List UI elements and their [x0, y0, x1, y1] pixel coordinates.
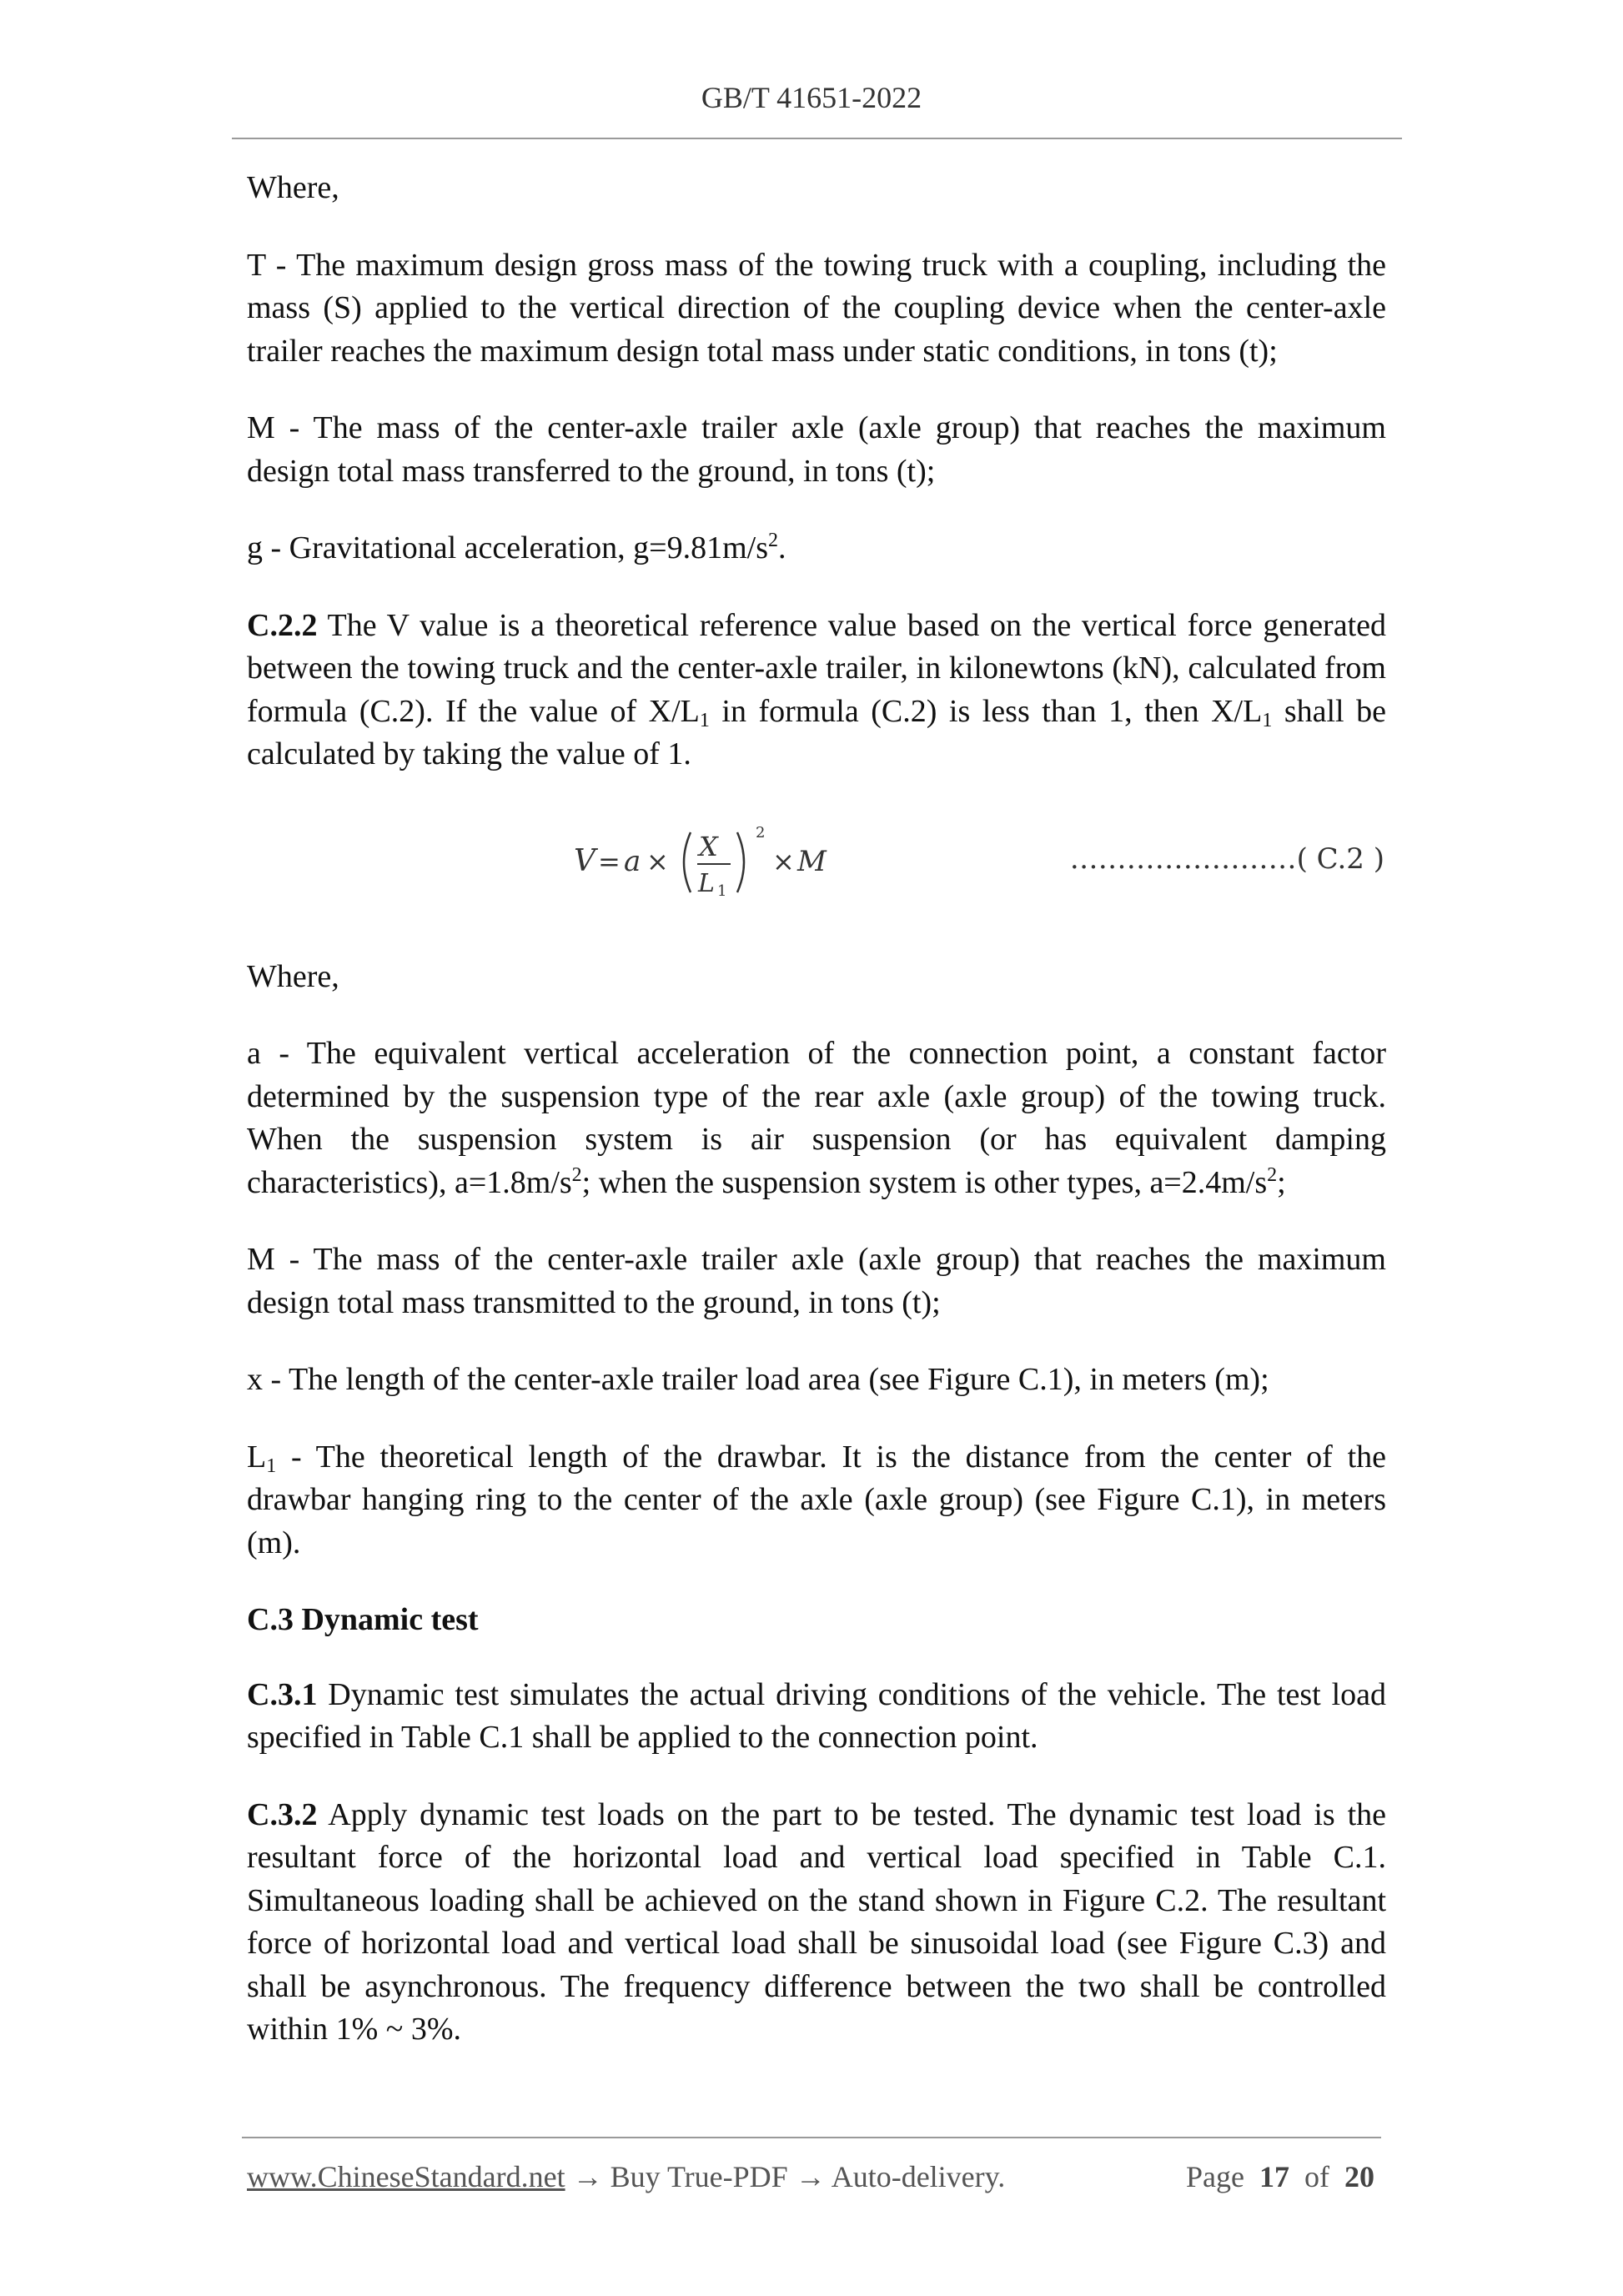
definition-l1-text: - The theoretical length of the drawbar. It is the distance from the center of the drawbar hanging ring to the center of the axle (axle group) (see Figure C.1), in meters (m). [247, 1439, 1386, 1560]
clause-c31 [247, 1674, 1386, 1760]
formula-times-1: × [646, 845, 669, 877]
formula-l: L [698, 868, 715, 898]
definition-a-text-2: ; when the suspension system is other types, a=2.4m/s [581, 1164, 1268, 1200]
clause-c22-text-1: The V value is a theoretical reference value based on the vertical force generated between the towing truck and the center-axle trailer, in kilonewtons (kN), calculated from formula (C.2). If the value of X/L [247, 607, 1386, 729]
clause-c31-text: Dynamic test simulates the actual driving conditions of the vehicle. The test load specified in Table C.1 shall be applied to the connection point. [247, 1676, 1386, 1755]
formula-graphic [574, 811, 874, 927]
formula-a: a [624, 844, 641, 878]
g-text: g - Gravitational acceleration, g=9.81m/s [247, 530, 768, 565]
footer-divider [242, 2137, 1381, 2138]
clause-c31-number: C.3.1 [247, 1676, 318, 1712]
header-divider [232, 138, 1402, 139]
page-of-word: of [1304, 2160, 1329, 2193]
definition-l1 [247, 1436, 1386, 1565]
clause-c32-text: Apply dynamic test loads on the part to be tested. The dynamic test load is the resultant force of the horizontal load and vertical load specified in Table C.1. Simultaneous loading shall be achieved on the stand shown in Figure C.2. The resultant force of horizontal load and vertical load shall be sinusoidal load (see Figure C.3) and shall be asynchronous. The frequency difference between the two shall be controlled within 1% ~ 3%. [247, 1796, 1386, 2047]
clause-c22-sub-1: 1 [699, 709, 710, 731]
formula-x: X [699, 830, 718, 862]
footer-delivery-text: Auto-delivery. [831, 2160, 1006, 2193]
definition-m-1: M - The mass of the center-axle trailer axle (axle group) that reaches the maximum design total mass transferred to the ground, in tons (t); [247, 410, 1386, 489]
clause-c22 [247, 605, 1386, 776]
page-word: Page [1186, 2160, 1244, 2193]
definition-a-sup-1: 2 [571, 1163, 582, 1186]
formula-v: V [574, 843, 595, 878]
clause-c32 [247, 1794, 1386, 2052]
definition-a-text-3: ; [1277, 1164, 1286, 1200]
footer-arrow-2: → [787, 2160, 832, 2193]
formula-l-subscript: 1 [717, 882, 727, 900]
where-label-1: Where, [247, 170, 339, 205]
definition-l1-symbol: L [247, 1439, 267, 1475]
formula-left-paren [684, 832, 691, 892]
definition-t: T - The maximum design gross mass of the towing truck with a coupling, including the mass (S) applied to the vertical direction of the coupling device when the center-axle trailer reaches the maximum design total mass under static conditions, in tons (t); [247, 247, 1386, 369]
formula-number: ……………………( C.2 ) [1069, 842, 1384, 876]
clause-c22-text-3: shall be calculated by taking the value of 1. [247, 693, 1386, 771]
formula-exponent: 2 [756, 823, 766, 842]
definition-a-sup-2: 2 [1267, 1163, 1278, 1186]
footer-links [247, 2159, 1005, 2194]
clause-c22-number: C.2.2 [247, 607, 318, 643]
page-content [247, 167, 1386, 2086]
formula-m: M [797, 844, 827, 878]
page-current: 17 [1259, 2160, 1289, 2193]
clause-c22-text-2: in formula (C.2) is less than 1, then X/L [709, 693, 1263, 729]
formula-c2 [247, 811, 1386, 936]
section-heading-c3: C.3 Dynamic test [247, 1602, 479, 1637]
definition-a-text-1: a - The equivalent vertical acceleration of the connection point, a constant factor determined by the suspension type of the rear axle (axle group) of the towing truck. When the suspension system is air suspension (or has equivalent damping characteristics), a=1.8m/s [247, 1036, 1386, 1200]
where-label-2: Where, [247, 958, 339, 994]
footer-arrow-1: → [565, 2160, 611, 2193]
formula-equals: = [598, 845, 621, 877]
definition-x: x - The length of the center-axle trailer load area (see Figure C.1), in meters (m); [247, 1362, 1269, 1397]
g-end: . [778, 530, 786, 565]
footer-site-link[interactable]: www.ChineseStandard.net [247, 2160, 565, 2193]
definition-a [247, 1032, 1386, 1204]
footer-buy-text: Buy True-PDF [610, 2160, 788, 2193]
definition-g [247, 527, 1386, 570]
page-total: 20 [1344, 2160, 1374, 2193]
g-exponent: 2 [768, 530, 778, 551]
formula-right-paren [737, 832, 744, 892]
formula-times-2: × [772, 845, 795, 877]
clause-c22-sub-2: 1 [1262, 709, 1273, 731]
definition-m-2: M - The mass of the center-axle trailer axle (axle group) that reaches the maximum design total mass transmitted to the ground, in tons (t); [247, 1242, 1386, 1320]
definition-l1-sub: 1 [266, 1454, 277, 1477]
page-number [1186, 2159, 1374, 2194]
clause-c32-number: C.3.2 [247, 1796, 318, 1832]
document-header: GB/T 41651-2022 [701, 81, 922, 114]
